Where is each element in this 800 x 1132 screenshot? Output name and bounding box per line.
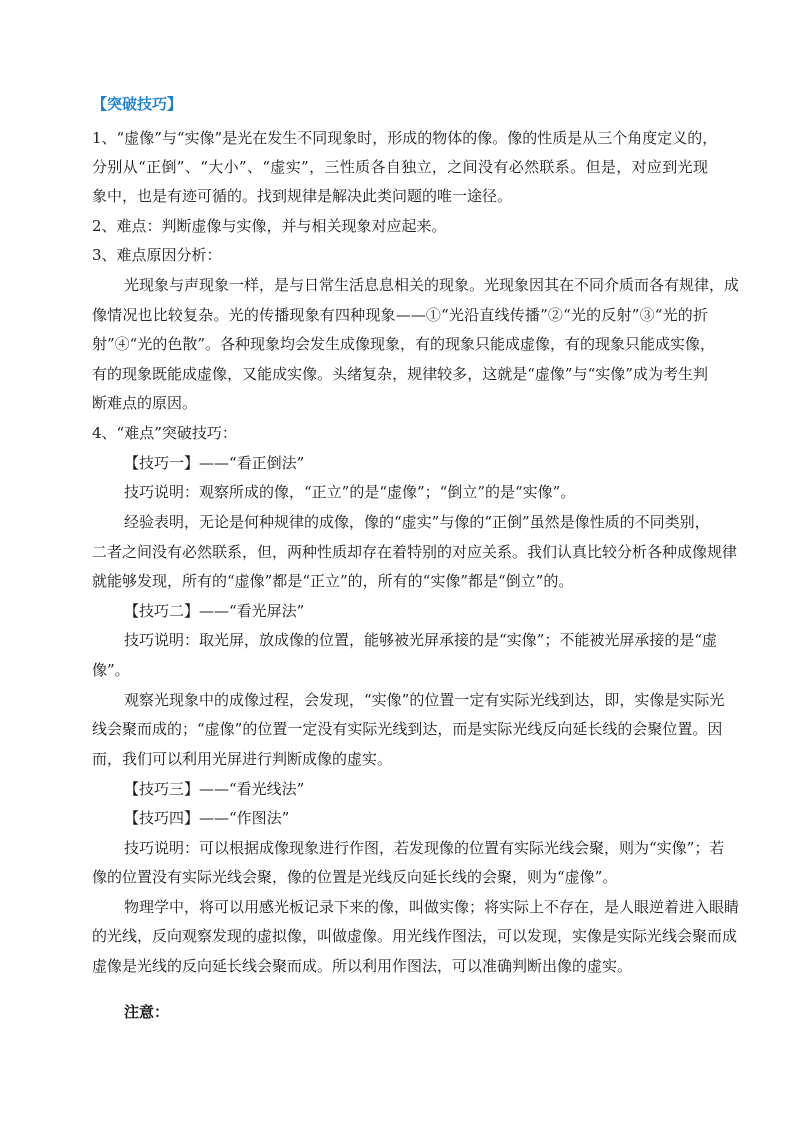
text-line: 观察光现象中的成像过程，会发现，“实像”的位置一定有实际光线到达，即，实像是实际光 xyxy=(124,691,725,709)
text-line: 3、难点原因分析： xyxy=(92,246,222,264)
text-line: 4、“难点”突破技巧： xyxy=(92,424,237,442)
text-line: 二者之间没有必然联系，但，两种性质却存在着特别的对应关系。我们认真比较分析各种成像规律 xyxy=(92,543,738,561)
text-line: 【技巧三】——“看光线法” xyxy=(124,780,305,798)
text-line: 分别从“正倒”、“大小”、“虚实”，三性质各自独立，之间没有必然联系。但是，对应到光现 xyxy=(92,158,708,176)
text-line: 线会聚而成的；“虚像”的位置一定没有实际光线到达，而是实际光线反向延长线的会聚位置。因 xyxy=(92,720,723,738)
text-line: 有的现象既能成虚像，又能成实像。头绪复杂，规律较多，这就是“虚像”与“实像”成为考生判 xyxy=(92,365,708,383)
text-line: 技巧说明：观察所成的像，“正立”的是“虚像”；“倒立”的是“实像”。 xyxy=(124,483,576,501)
text-line: 射”④“光的色散”。各种现象均会发生成像现象，有的现象只能成虚像，有的现象只能成实像， xyxy=(92,335,716,353)
text-line: 1、“虚像”与“实像”是光在发生不同现象时，形成的物体的像。像的性质是从三个角度定义的， xyxy=(92,129,718,147)
text-line: 像的位置没有实际光线会聚，像的位置是光线反向延长线的会聚，则为“虚像”。 xyxy=(92,868,618,886)
text-line: 物理学中，将可以用感光板记录下来的像，叫做实像；将实际上不存在，是人眼逆着进入眼睛 xyxy=(124,898,740,916)
text-line: 【技巧二】——“看光屏法” xyxy=(124,602,305,620)
text-line: 的光线，反向观察发现的虚拟像，叫做虚像。用光线作图法，可以发现，实像是实际光线会聚而成 xyxy=(92,927,738,945)
text-line: 光现象与声现象一样，是与日常生活息息相关的现象。光现象因其在不同介质而各有规律，成 xyxy=(124,276,740,294)
text-line: 【技巧四】——“作图法” xyxy=(124,809,290,827)
text-line: 像”。 xyxy=(92,661,130,679)
note-label: 注意： xyxy=(124,1003,170,1021)
text-line: 经验表明，无论是何种规律的成像，像的“虚实”与像的“正倒”虽然是像性质的不同类别， xyxy=(124,513,710,531)
text-line: 断难点的原因。 xyxy=(92,394,198,412)
text-line: 【技巧一】——“看正倒法” xyxy=(124,454,305,472)
text-line: 虚像是光线的反向延长线会聚而成。所以利用作图法，可以准确判断出像的虚实。 xyxy=(92,957,633,975)
text-line: 像情况也比较复杂。光的传播现象有四种现象——①“光沿直线传播”②“光的反射”③“光的折 xyxy=(92,306,708,324)
text-line: 2、难点：判断虚像与实像，并与相关现象对应起来。 xyxy=(92,217,447,235)
text-line: 技巧说明：取光屏，放成像的位置，能够被光屏承接的是“实像”；不能被光屏承接的是“虚 xyxy=(124,631,718,649)
text-line: 技巧说明：可以根据成像现象进行作图，若发现像的位置有实际光线会聚，则为“实像”；若 xyxy=(124,839,725,857)
text-line: 而，我们可以利用光屏进行判断成像的虚实。 xyxy=(92,750,393,768)
section-title: 【突破技巧】 xyxy=(92,95,183,113)
text-line: 象中，也是有迹可循的。找到规律是解决此类问题的唯一途径。 xyxy=(92,187,513,205)
text-line: 就能够发现，所有的“虚像”都是“正立”的，所有的“实像”都是“倒立”的。 xyxy=(92,572,574,590)
